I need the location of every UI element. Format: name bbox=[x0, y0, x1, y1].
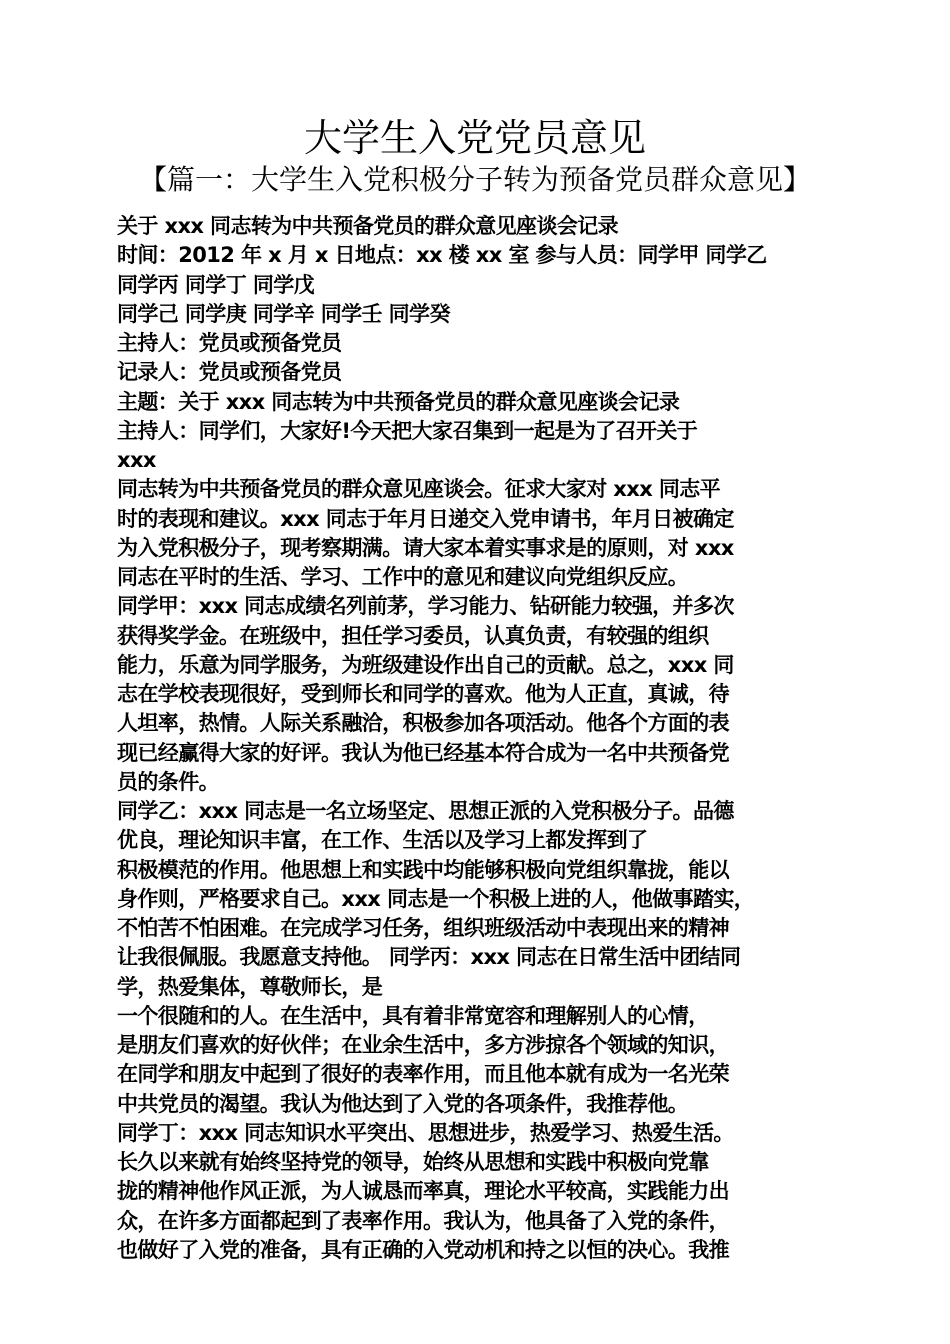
body-line: 人坦率，热情。人际关系融洽，积极参加各项活动。他各个方面的表 bbox=[117, 711, 729, 736]
body-line: 时的表现和建议。xxx 同志于年月日递交入党申请书，年月日被确定 bbox=[117, 506, 734, 531]
body-line: 在同学和朋友中起到了很好的表率作用，而且他本就有成为一名光荣 bbox=[117, 1062, 729, 1087]
body-line: 积极模范的作用。他思想上和实践中均能够积极向党组织靠拢，能以 bbox=[117, 857, 729, 882]
body-line: 一个很随和的人。在生活中，具有着非常宽容和理解别人的心情， bbox=[117, 1003, 709, 1028]
body-line: 时间：2012 年 x 月 x 日地点：xx 楼 xx 室 参与人员：同学甲 同学乙 bbox=[117, 243, 767, 268]
body-line: 主持人：同学们，大家好!今天把大家召集到一起是为了召开关于 bbox=[117, 418, 698, 443]
body-line: 主题：关于 xxx 同志转为中共预备党员的群众意见座谈会记录 bbox=[117, 389, 680, 414]
body-line: 是朋友们喜欢的好伙伴；在业余生活中，多方涉掠各个领域的知识， bbox=[117, 1033, 729, 1057]
body-line: 中共党员的渴望。我认为他达到了入党的各项条件，我推荐他。 bbox=[117, 1091, 689, 1116]
body-line: 关于 xxx 同志转为中共预备党员的群众意见座谈会记录 bbox=[117, 214, 619, 238]
body-line: 长久以来就有始终坚持党的领导，始终从思想和实践中积极向党靠 bbox=[117, 1150, 709, 1174]
body-line: 学，热爱集体，尊敬师长，是 bbox=[117, 974, 383, 999]
body-line: 同学丙 同学丁 同学戊 bbox=[117, 272, 315, 297]
body-line: xxx bbox=[117, 448, 156, 472]
body-line: 记录人：党员或预备党员 bbox=[117, 360, 342, 385]
body-line: 同学乙：xxx 同志是一名立场坚定、思想正派的入党积极分子。品德 bbox=[117, 799, 734, 823]
body-line: 志在学校表现很好，受到师长和同学的喜欢。他为人正直，真诚，待 bbox=[117, 682, 729, 706]
body-line: 优良，理论知识丰富，在工作、生活以及学习上都发挥到了 bbox=[117, 828, 648, 853]
document-title: 大学生入党党员意见 bbox=[303, 116, 646, 160]
body-line: 同学己 同学庚 同学辛 同学壬 同学癸 bbox=[117, 301, 450, 326]
body-line: 同志在平时的生活、学习、工作中的意见和建议向党组织反应。 bbox=[117, 565, 689, 589]
body-line: 主持人：党员或预备党员 bbox=[117, 331, 342, 355]
document-subtitle: 【篇一：大学生入党积极分子转为预备党员群众意见】 bbox=[138, 163, 811, 196]
body-line: 获得奖学金。在班级中，担任学习委员，认真负责，有较强的组织 bbox=[117, 623, 709, 648]
body-line: 身作则，严格要求自己。xxx 同志是一个积极上进的人，他做事踏实， bbox=[117, 886, 755, 911]
body-line: 拢的精神他作风正派，为人诚恳而率真，理论水平较高，实践能力出 bbox=[117, 1179, 729, 1204]
body-line: 同学甲：xxx 同志成绩名列前茅，学习能力、钻研能力较强，并多次 bbox=[117, 594, 734, 619]
body-line: 众，在许多方面都起到了表率作用。我认为，他具备了入党的条件， bbox=[117, 1208, 729, 1233]
document-body bbox=[117, 212, 837, 1265]
body-line: 让我很佩服。我愿意支持他。 同学丙：xxx 同志在日常生活中团结同 bbox=[117, 945, 741, 970]
body-line: 为入党积极分子，现考察期满。请大家本着实事求是的原则，对 xxx bbox=[117, 535, 734, 560]
body-line: 员的条件。 bbox=[117, 769, 219, 794]
body-line: 同志转为中共预备党员的群众意见座谈会。征求大家对 xxx 同志平 bbox=[117, 477, 721, 502]
body-line: 能力，乐意为同学服务，为班级建设作出自己的贡献。总之，xxx 同 bbox=[117, 652, 734, 677]
body-line: 不怕苦不怕困难。在完成学习任务，组织班级活动中表现出来的精神 bbox=[117, 916, 729, 940]
body-line: 现已经赢得大家的好评。我认为他已经基本符合成为一名中共预备党 bbox=[117, 740, 729, 765]
body-line: 也做好了入党的准备，具有正确的入党动机和持之以恒的决心。我推 bbox=[117, 1237, 729, 1262]
body-line: 同学丁：xxx 同志知识水平突出、思想进步，热爱学习、热爱生活。 bbox=[117, 1120, 734, 1145]
